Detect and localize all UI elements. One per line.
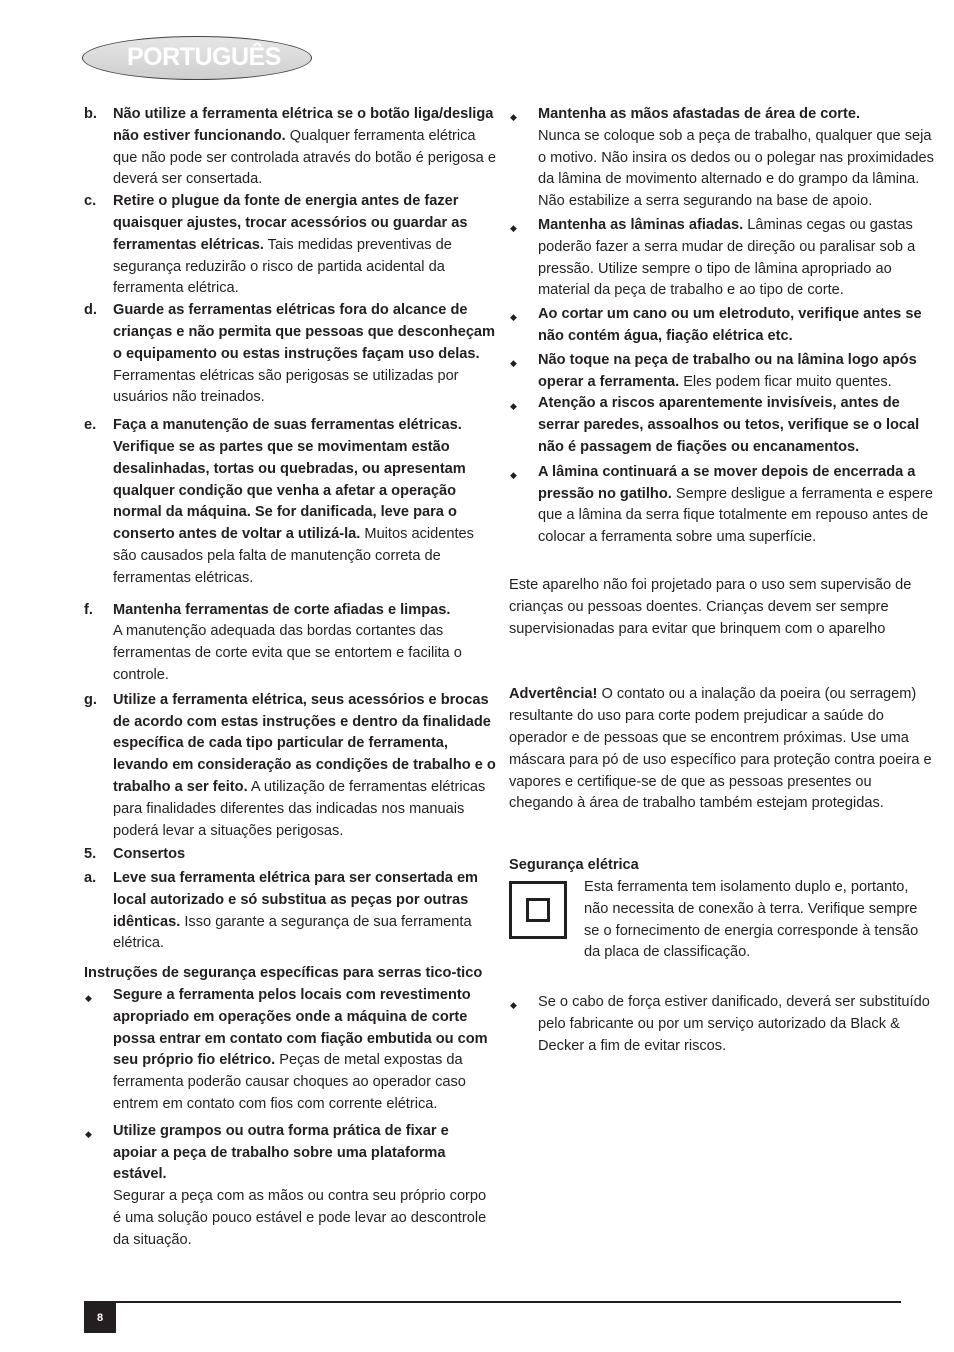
bullet-bold-text: Atenção a riscos aparentemente invisíveis, antes de serrar paredes, assoalhos ou tetos, verifique se o local não é passagem de fiações ou encanamentos. — [538, 395, 920, 455]
item-bold-text: Utilize a ferramenta elétrica, seus acessórios e brocas de acordo com estas instruções e dentro da finalidade específica de cada tipo particular de ferramenta, levando em consideração as condições de trabalho e o trabalho a ser feito. — [113, 691, 496, 795]
specific-safety-title: Instruções de segurança específicas para serras tico-tico — [84, 965, 483, 982]
list-item-c — [84, 191, 496, 300]
bullet-item — [509, 215, 934, 302]
bullet-text: Peças de metal expostas da ferramenta poderão causar choques ao operador caso entrem em contato com fios com corrente elétrica. — [113, 1052, 466, 1113]
diamond-bullet-icon: ◆ — [85, 993, 92, 1004]
item-text: Ferramentas elétricas são perigosas se utilizadas por usuários não treinados. — [113, 367, 459, 406]
item-bold-text: Guarde as ferramentas elétricas fora do alcance de crianças e não permita que pessoas que desconheçam o equipamento ou estas instruções façam uso delas. — [113, 302, 496, 362]
bullet-bold-text: Utilize grampos ou outra forma prática de fixar e apoiar a peça de trabalho sobre uma plataforma estável. — [113, 1122, 449, 1183]
bullet-item — [509, 350, 934, 394]
bullet-bold-text: Segure a ferramenta pelos locais com revestimento apropriado em operações onde a máquina de corte possa entrar em contato com fiação embutida ou com seu próprio fio elétrico. — [113, 987, 488, 1069]
diamond-bullet-icon: ◆ — [510, 222, 517, 233]
bullet-text: Sempre desligue a ferramenta e espere que a lâmina da serra fique totalmente em repouso antes de colocar a ferramenta sobre uma superfície. — [538, 485, 934, 546]
bullet-bold-text: A lâmina continuará a se mover depois de encerrada a pressão no gatilho. — [538, 463, 916, 502]
diamond-bullet-icon: ◆ — [85, 1128, 92, 1139]
section-number: 5. — [84, 846, 97, 863]
bullet-item — [509, 462, 934, 549]
warning-label: Advertência! — [509, 686, 598, 703]
bullet-item — [509, 104, 934, 213]
item-marker: d. — [84, 302, 97, 319]
electrical-safety-text: Esta ferramenta tem isolamento duplo e, portanto, não necessita de conexão à terra. Verifique sempre se o fornecimento de energia corresponde à tensão da placa de classificação. — [584, 878, 919, 961]
diamond-bullet-icon: ◆ — [510, 357, 517, 368]
bullet-text: Eles podem ficar muito quentes. — [679, 373, 892, 390]
item-bold-text: Mantenha ferramentas de corte afiadas e limpas. — [113, 601, 451, 618]
language-tab-label: PORTUGUÊS — [127, 43, 281, 71]
supervision-notice: Este aparelho não foi projetado para o uso sem supervisão de crianças ou pessoas doentes. Crianças devem ser sempre supervisionadas para evitar que brinquem com o aparelho — [509, 576, 912, 637]
bullet-bold-text: Não toque na peça de trabalho ou na lâmina logo após operar a ferramenta. — [538, 351, 917, 390]
footer-rule — [84, 1301, 901, 1303]
diamond-bullet-icon: ◆ — [510, 1000, 517, 1011]
electrical-safety-title: Segurança elétrica — [509, 857, 639, 874]
list-item-g — [84, 690, 496, 843]
item-marker: g. — [84, 691, 97, 708]
item-text: A manutenção adequada das bordas cortantes das ferramentas de corte evita que se entortem e facilita o controle. — [113, 623, 462, 683]
bullet-text: Lâminas cegas ou gastas poderão fazer a serra mudar de direção ou paralisar sob a pressão. Utilize sempre o tipo de lâmina apropriado ao material da peça de trabalho e ao tipo de corte. — [538, 216, 916, 299]
diamond-bullet-icon: ◆ — [510, 112, 517, 122]
item-marker: b. — [84, 106, 97, 122]
bullet-item — [84, 985, 496, 1116]
item-text: Muitos acidentes são causados pela falta de manutenção correta de ferramentas elétricas. — [113, 526, 474, 586]
bullet-item — [84, 1121, 496, 1252]
electrical-safety-block — [509, 877, 934, 964]
list-item-e — [84, 415, 496, 589]
bullet-text: Segurar a peça com as mãos ou contra seu próprio corpo é uma solução pouco estável e pode levar ao descontrole da situação. — [113, 1188, 487, 1248]
bullet-bold-text: Mantenha as lâminas afiadas. — [538, 216, 744, 233]
item-marker: c. — [84, 193, 97, 210]
language-tab — [82, 36, 312, 80]
section-title: Consertos — [113, 846, 186, 863]
item-text: A utilização de ferramentas elétricas para finalidades diferentes das indicadas nos manuais poderá levar a situações perigosas. — [113, 778, 486, 839]
diamond-bullet-icon: ◆ — [510, 401, 517, 412]
item-bold-text: Faça a manutenção de suas ferramentas elétricas. Verifique se as partes que se movimentam estão desalinhadas, tortas ou quebradas, ou apresentam qualquer condição que venha a afetar a operação normal da máquina. Se for danificada, leve para o conserto antes de voltar a utilizá-la. — [113, 417, 466, 543]
item-bold-text: Não utilize a ferramenta elétrica se o botão liga/desliga não estiver funcionando. — [113, 106, 494, 144]
warning-text: O contato ou a inalação da poeira (ou serragem) resultante do uso para corte podem prejudicar a saúde do operador e de pessoas que se encontrem próximas. Use uma máscara para pó de uso específico para proteção contra poeira e vapores e certifique-se de que as pessoas presentes ou chegando à área de trabalho também estejam protegidas. — [509, 686, 932, 812]
right-column — [509, 104, 934, 1057]
item-marker: f. — [84, 601, 93, 618]
bullet-text: Nunca se coloque sob a peça de trabalho, qualquer que seja o motivo. Não insira os dedos ou o polegar nas proximidades da lâmina de movimento alternado e do grampo da lâmina. Não estabilize a serra segurando na base de apoio. — [538, 127, 934, 210]
section-repairs — [84, 844, 496, 866]
diamond-bullet-icon: ◆ — [510, 469, 517, 480]
diamond-bullet-icon: ◆ — [510, 312, 517, 323]
item-marker: e. — [84, 417, 97, 434]
bullet-text: Se o cabo de força estiver danificado, deverá ser substituído pelo fabricante ou por um serviço autorizado da Black & Decker a fim de evitar riscos. — [538, 994, 930, 1054]
bullet-item — [509, 304, 934, 348]
item-bold-text: Retire o plugue da fonte de energia antes de fazer quaisquer ajustes, trocar acessórios ou guardar as ferramentas elétricas. — [113, 193, 468, 253]
bullet-item — [509, 393, 934, 458]
list-item-b — [84, 104, 496, 191]
item-bold-text: Leve sua ferramenta elétrica para ser consertada em local autorizado e só substitua as peças por outras idênticas. — [113, 870, 479, 930]
item-text: Tais medidas preventivas de segurança reduzirão o risco de partida acidental da ferramenta elétrica. — [113, 236, 452, 297]
page-number: 8 — [84, 1303, 116, 1333]
warning-paragraph — [509, 684, 934, 815]
double-insulation-icon — [509, 881, 567, 939]
bullet-item — [509, 992, 934, 1057]
list-item-f — [84, 600, 496, 687]
item-text: Qualquer ferramenta elétrica que não pode ser controlada através do botão é perigosa e deverá ser consertada. — [113, 127, 496, 188]
bullet-bold-text: Mantenha as mãos afastadas de área de corte. — [538, 106, 861, 122]
list-item-5a — [84, 868, 496, 955]
left-column — [84, 104, 496, 1252]
item-text: Isso garante a segurança de sua ferramenta elétrica. — [113, 913, 472, 952]
item-marker: a. — [84, 870, 97, 887]
bullet-bold-text: Ao cortar um cano ou um eletroduto, verifique antes se não contém água, fiação elétrica etc. — [538, 306, 922, 344]
list-item-d — [84, 300, 496, 409]
